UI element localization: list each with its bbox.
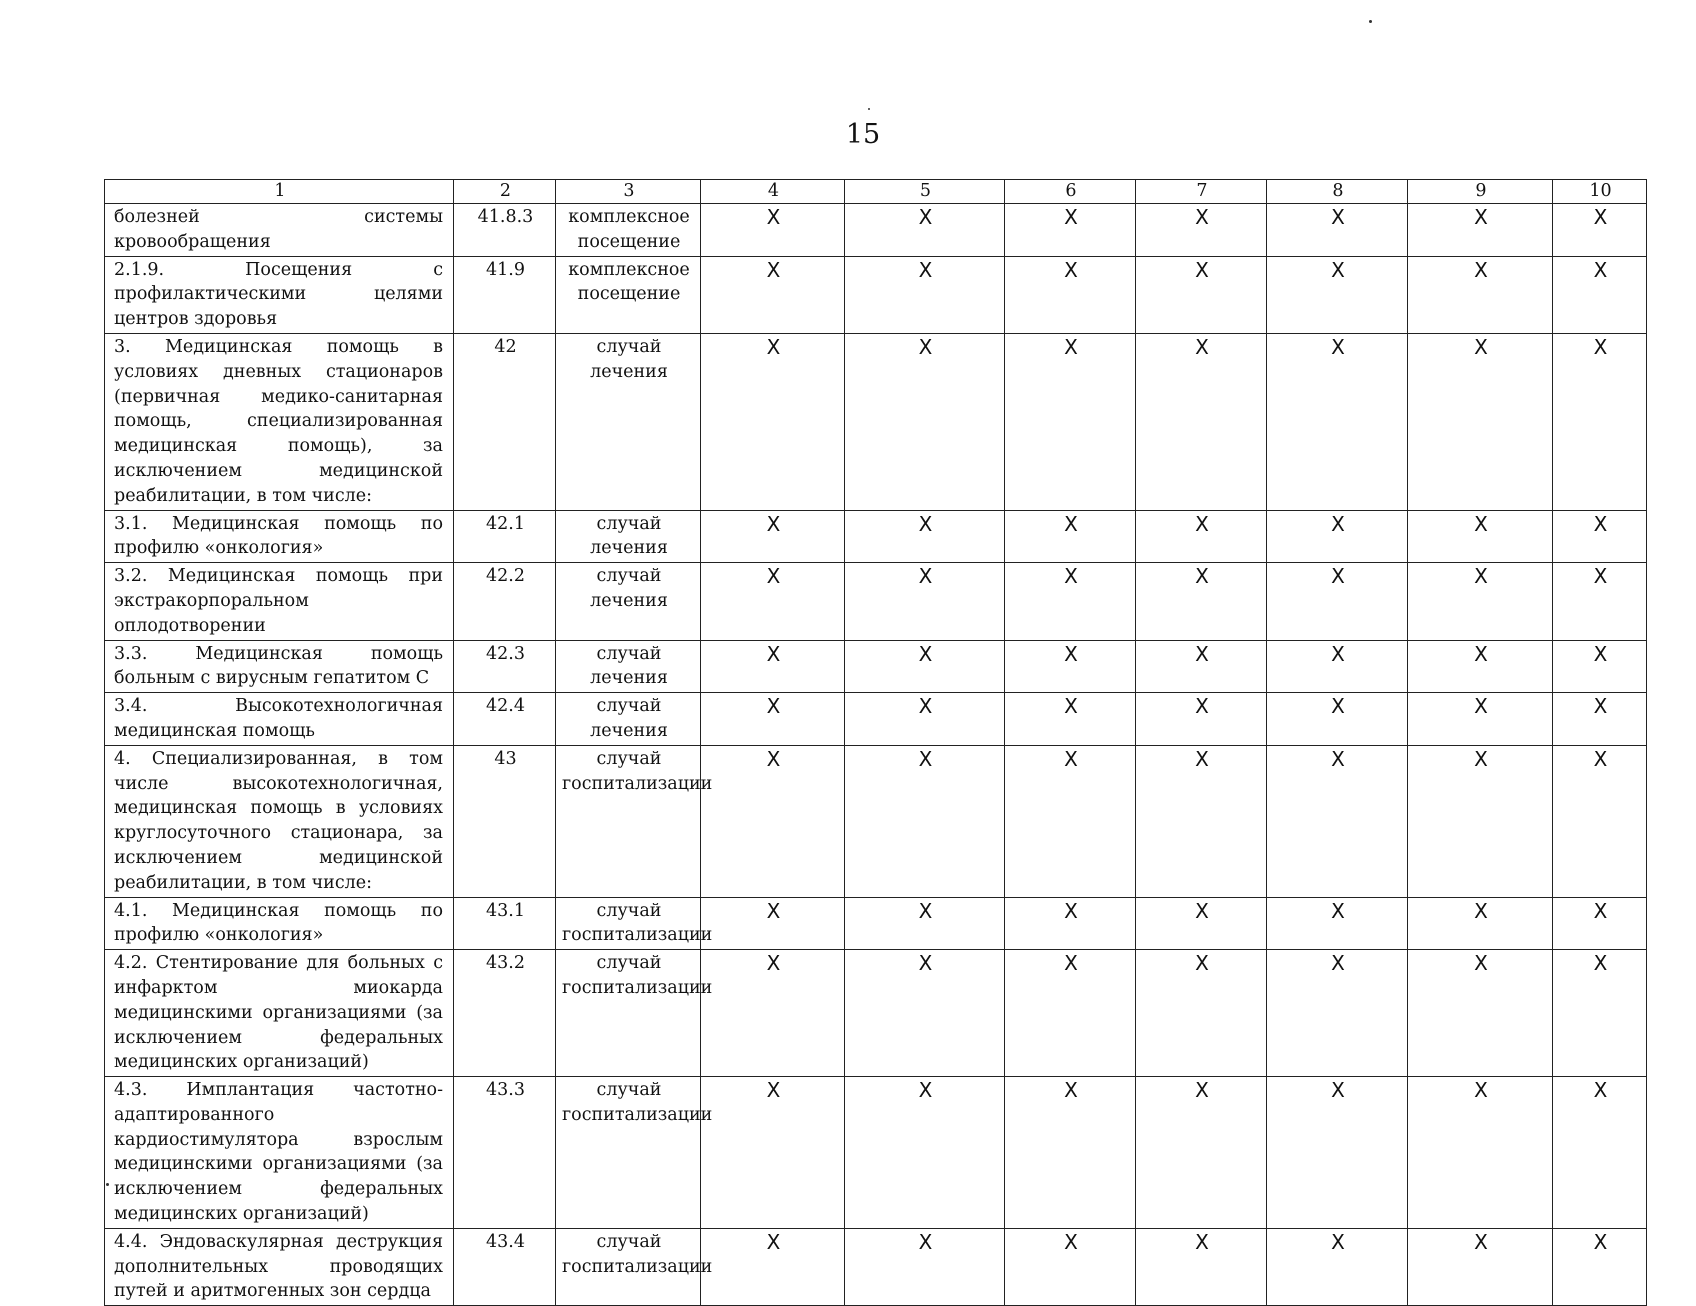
table-row bbox=[105, 640, 1647, 693]
table-row bbox=[105, 563, 1647, 640]
column-number-header: 5 bbox=[845, 180, 1005, 204]
not-applicable-mark: X bbox=[701, 745, 845, 897]
row-code: 42.2 bbox=[454, 563, 556, 640]
not-applicable-mark: X bbox=[701, 204, 845, 257]
not-applicable-mark: X bbox=[701, 333, 845, 510]
row-description: болезней системы кровообращения bbox=[105, 204, 454, 257]
column-number-header: 10 bbox=[1553, 180, 1647, 204]
not-applicable-mark: X bbox=[1553, 333, 1647, 510]
not-applicable-mark: X bbox=[1553, 640, 1647, 693]
row-code: 41.8.3 bbox=[454, 204, 556, 257]
row-description: 4. Специализированная, в том числе высокотехнологичная, медицинская помощь в условиях круглосуточного стационара, за исключением медицинской реабилитации, в том числе: bbox=[105, 745, 454, 897]
not-applicable-mark: X bbox=[1136, 333, 1267, 510]
not-applicable-mark: X bbox=[1136, 510, 1267, 563]
row-code: 42 bbox=[454, 333, 556, 510]
scan-speck bbox=[1369, 20, 1372, 23]
row-code: 43.1 bbox=[454, 897, 556, 950]
not-applicable-mark: X bbox=[845, 640, 1005, 693]
not-applicable-mark: X bbox=[1005, 256, 1136, 333]
not-applicable-mark: X bbox=[701, 563, 845, 640]
not-applicable-mark: X bbox=[701, 1077, 845, 1229]
row-code: 43.3 bbox=[454, 1077, 556, 1229]
not-applicable-mark: X bbox=[701, 510, 845, 563]
not-applicable-mark: X bbox=[701, 693, 845, 746]
not-applicable-mark: X bbox=[701, 256, 845, 333]
row-unit: случай госпитализации bbox=[556, 1077, 701, 1229]
not-applicable-mark: X bbox=[1553, 1228, 1647, 1305]
not-applicable-mark: X bbox=[1408, 897, 1553, 950]
column-number-header: 2 bbox=[454, 180, 556, 204]
row-description: 3.3. Медицинская помощь больным с вирусным гепатитом С bbox=[105, 640, 454, 693]
row-unit: случай лечения bbox=[556, 510, 701, 563]
row-description: 4.4. Эндоваскулярная деструкция дополнительных проводящих путей и аритмогенных зон сердца bbox=[105, 1228, 454, 1305]
not-applicable-mark: X bbox=[1005, 693, 1136, 746]
not-applicable-mark: X bbox=[701, 950, 845, 1077]
not-applicable-mark: X bbox=[1267, 563, 1408, 640]
row-description: 4.1. Медицинская помощь по профилю «онкология» bbox=[105, 897, 454, 950]
not-applicable-mark: X bbox=[845, 693, 1005, 746]
not-applicable-mark: X bbox=[1408, 333, 1553, 510]
not-applicable-mark: X bbox=[1136, 563, 1267, 640]
not-applicable-mark: X bbox=[1553, 693, 1647, 746]
row-description: 4.2. Стентирование для больных с инфарктом миокарда медицинскими организациями (за исключением федеральных медицинских организаций) bbox=[105, 950, 454, 1077]
not-applicable-mark: X bbox=[1408, 256, 1553, 333]
not-applicable-mark: X bbox=[845, 1228, 1005, 1305]
not-applicable-mark: X bbox=[845, 563, 1005, 640]
not-applicable-mark: X bbox=[1408, 510, 1553, 563]
row-description: 4.3. Имплантация частотно-адаптированного кардиостимулятора взрослым медицинскими организациями (за исключением федеральных медицинских организаций) bbox=[105, 1077, 454, 1229]
row-unit: случай лечения bbox=[556, 333, 701, 510]
not-applicable-mark: X bbox=[845, 510, 1005, 563]
row-code: 42.4 bbox=[454, 693, 556, 746]
table-row bbox=[105, 745, 1647, 897]
not-applicable-mark: X bbox=[701, 1228, 845, 1305]
not-applicable-mark: X bbox=[1267, 333, 1408, 510]
not-applicable-mark: X bbox=[845, 1077, 1005, 1229]
column-number-header: 9 bbox=[1408, 180, 1553, 204]
not-applicable-mark: X bbox=[1267, 897, 1408, 950]
not-applicable-mark: X bbox=[1005, 745, 1136, 897]
row-code: 41.9 bbox=[454, 256, 556, 333]
table-row bbox=[105, 256, 1647, 333]
row-description: 3.2. Медицинская помощь при экстракорпоральном оплодотворении bbox=[105, 563, 454, 640]
not-applicable-mark: X bbox=[1005, 563, 1136, 640]
row-unit: случай госпитализации bbox=[556, 950, 701, 1077]
row-unit: комплексное посещение bbox=[556, 256, 701, 333]
table-row bbox=[105, 693, 1647, 746]
column-number-header: 1 bbox=[105, 180, 454, 204]
row-code: 43.4 bbox=[454, 1228, 556, 1305]
not-applicable-mark: X bbox=[1267, 1228, 1408, 1305]
not-applicable-mark: X bbox=[1136, 204, 1267, 257]
table-row bbox=[105, 897, 1647, 950]
not-applicable-mark: X bbox=[1408, 693, 1553, 746]
not-applicable-mark: X bbox=[845, 333, 1005, 510]
row-description: 2.1.9. Посещения с профилактическими целями центров здоровья bbox=[105, 256, 454, 333]
not-applicable-mark: X bbox=[1553, 256, 1647, 333]
not-applicable-mark: X bbox=[1136, 256, 1267, 333]
not-applicable-mark: X bbox=[1267, 693, 1408, 746]
not-applicable-mark: X bbox=[1136, 1228, 1267, 1305]
table-row bbox=[105, 950, 1647, 1077]
not-applicable-mark: X bbox=[1267, 256, 1408, 333]
row-unit: случай госпитализации bbox=[556, 745, 701, 897]
not-applicable-mark: X bbox=[701, 897, 845, 950]
not-applicable-mark: X bbox=[1553, 204, 1647, 257]
column-number-header: 3 bbox=[556, 180, 701, 204]
not-applicable-mark: X bbox=[1136, 1077, 1267, 1229]
not-applicable-mark: X bbox=[1267, 950, 1408, 1077]
scan-speck bbox=[868, 108, 870, 110]
row-code: 42.1 bbox=[454, 510, 556, 563]
not-applicable-mark: X bbox=[1267, 204, 1408, 257]
not-applicable-mark: X bbox=[1267, 1077, 1408, 1229]
not-applicable-mark: X bbox=[1553, 745, 1647, 897]
header-row bbox=[105, 180, 1647, 204]
not-applicable-mark: X bbox=[1408, 745, 1553, 897]
page-number: 15 bbox=[845, 119, 881, 150]
table-row bbox=[105, 1077, 1647, 1229]
not-applicable-mark: X bbox=[1136, 745, 1267, 897]
not-applicable-mark: X bbox=[1136, 693, 1267, 746]
row-unit: случай госпитализации bbox=[556, 897, 701, 950]
row-unit: случай госпитализации bbox=[556, 1228, 701, 1305]
not-applicable-mark: X bbox=[1408, 640, 1553, 693]
not-applicable-mark: X bbox=[1005, 950, 1136, 1077]
table-row bbox=[105, 204, 1647, 257]
data-table bbox=[104, 179, 1647, 1306]
column-number-header: 4 bbox=[701, 180, 845, 204]
not-applicable-mark: X bbox=[845, 256, 1005, 333]
not-applicable-mark: X bbox=[1005, 1228, 1136, 1305]
column-number-header: 7 bbox=[1136, 180, 1267, 204]
table-row bbox=[105, 1228, 1647, 1305]
not-applicable-mark: X bbox=[701, 640, 845, 693]
not-applicable-mark: X bbox=[1553, 563, 1647, 640]
column-number-header: 6 bbox=[1005, 180, 1136, 204]
not-applicable-mark: X bbox=[1005, 333, 1136, 510]
not-applicable-mark: X bbox=[1553, 1077, 1647, 1229]
not-applicable-mark: X bbox=[1005, 1077, 1136, 1229]
not-applicable-mark: X bbox=[1005, 640, 1136, 693]
not-applicable-mark: X bbox=[845, 950, 1005, 1077]
table-row bbox=[105, 510, 1647, 563]
not-applicable-mark: X bbox=[1553, 510, 1647, 563]
not-applicable-mark: X bbox=[1005, 510, 1136, 563]
table-row bbox=[105, 333, 1647, 510]
not-applicable-mark: X bbox=[1408, 950, 1553, 1077]
row-description: 3. Медицинская помощь в условиях дневных стационаров (первичная медико-санитарная помощь, специализированная медицинская помощь), за исключением медицинской реабилитации, в том числе: bbox=[105, 333, 454, 510]
not-applicable-mark: X bbox=[1136, 950, 1267, 1077]
row-description: 3.4. Высокотехнологичная медицинская помощь bbox=[105, 693, 454, 746]
not-applicable-mark: X bbox=[1553, 950, 1647, 1077]
column-number-header: 8 bbox=[1267, 180, 1408, 204]
not-applicable-mark: X bbox=[1267, 640, 1408, 693]
not-applicable-mark: X bbox=[845, 745, 1005, 897]
not-applicable-mark: X bbox=[1136, 897, 1267, 950]
not-applicable-mark: X bbox=[1408, 204, 1553, 257]
row-unit: случай лечения bbox=[556, 640, 701, 693]
row-description: 3.1. Медицинская помощь по профилю «онкология» bbox=[105, 510, 454, 563]
not-applicable-mark: X bbox=[845, 204, 1005, 257]
not-applicable-mark: X bbox=[1267, 745, 1408, 897]
not-applicable-mark: X bbox=[1005, 897, 1136, 950]
row-code: 43.2 bbox=[454, 950, 556, 1077]
row-unit: комплексное посещение bbox=[556, 204, 701, 257]
not-applicable-mark: X bbox=[1408, 1077, 1553, 1229]
not-applicable-mark: X bbox=[1553, 897, 1647, 950]
not-applicable-mark: X bbox=[1267, 510, 1408, 563]
not-applicable-mark: X bbox=[1408, 1228, 1553, 1305]
row-unit: случай лечения bbox=[556, 563, 701, 640]
row-code: 42.3 bbox=[454, 640, 556, 693]
not-applicable-mark: X bbox=[1005, 204, 1136, 257]
row-unit: случай лечения bbox=[556, 693, 701, 746]
not-applicable-mark: X bbox=[1136, 640, 1267, 693]
row-code: 43 bbox=[454, 745, 556, 897]
not-applicable-mark: X bbox=[845, 897, 1005, 950]
not-applicable-mark: X bbox=[1408, 563, 1553, 640]
